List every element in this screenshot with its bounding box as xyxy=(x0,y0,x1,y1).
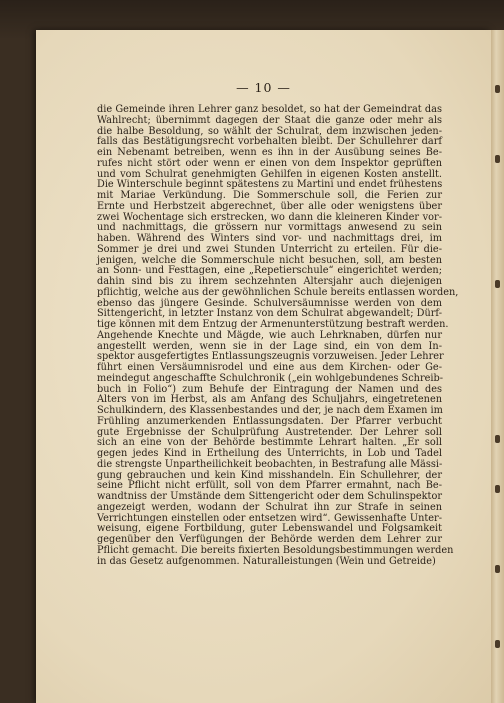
text-line: Verrichtungen einstellen oder entsetzen wird“. Gewissenhafte Unter- xyxy=(97,512,442,524)
text-line: spektor ausgefertigtes Entlassungszeugnis vorzuweisen. Jeder Lehrer xyxy=(97,351,444,363)
text-line: seine Pflicht nicht erfüllt, soll von dem Pfarrer ermahnt, nach Be- xyxy=(97,480,442,492)
edge-ink-mark xyxy=(495,280,500,288)
text-line: die strengste Unpartheilichkeit beobachten, in Bestrafung alle Mässi- xyxy=(97,458,443,470)
text-line: falls das Bestätigungsrecht vorbehalten bleibt. Der Schullehrer darf xyxy=(97,136,442,148)
text-line: an Sonn- und Festtagen, eine „Repetierschule“ eingerichtet werden; xyxy=(97,265,442,277)
text-line: Sittengericht, in letzter Instanz von dem Schulrat abgewandelt; Dürf- xyxy=(97,308,442,320)
text-line: führt einen Versäumnisrodel und eine aus dem Kirchen- oder Ge- xyxy=(97,362,442,373)
text-line: Alters von im Herbst, als am Anfang des Schuljahrs, eingetretenen xyxy=(97,394,442,406)
text-line: wandtniss der Umstände dem Sittengericht oder dem Schulinspektor xyxy=(97,491,442,502)
text-line: gegen jedes Kind in Ertheilung des Unterrichts, in Lob und Tadel xyxy=(97,448,442,459)
edge-ink-mark xyxy=(495,640,500,648)
text-line: gung gebrauchen und kein Kind misshandeln. Ein Schullehrer, der xyxy=(97,469,442,481)
page-number: — 10 — xyxy=(236,80,291,95)
text-line: Ernte und Herbstzeit abgerechnet, über alle oder wenigstens über xyxy=(97,200,442,212)
text-line: tige können mit dem Entzug der Armenunterstützung bestraft werden. xyxy=(97,319,449,330)
text-line: sich an eine von der Behörde bestimmte Lehrart halten. „Er soll xyxy=(97,437,442,449)
text-line: zwei Wochentage sich erstrecken, wo dann die kleineren Kinder vor- xyxy=(97,211,442,223)
text-line: Frühling anzumerkenden Entlassungsdaten. Der Pfarrer verbucht xyxy=(97,415,442,427)
text-line: meindegut angeschaffte Schulchronik („ein wohlgebundenes Schreib- xyxy=(97,372,444,384)
edge-ink-mark xyxy=(495,155,500,163)
text-line: pflichtig, welche aus der gewöhnlichen Schule bereits entlassen worden, xyxy=(97,286,459,298)
text-line: gegenüber den Verfügungen der Behörde werden dem Lehrer zur xyxy=(97,534,442,545)
edge-ink-mark xyxy=(495,85,500,93)
text-line: angestellt werden, wenn sie in der Lage sind, ein von dem In- xyxy=(97,340,442,352)
text-line: Wahlrecht; übernimmt dagegen der Staat die ganze oder mehr als xyxy=(97,114,442,126)
book-page xyxy=(36,30,491,703)
text-line: Angehende Knechte und Mägde, wie auch Lehrknaben, dürfen nur xyxy=(97,329,442,341)
text-line: Pflicht gemacht. Die bereits fixierten Besoldungsbestimmungen werden xyxy=(97,544,454,556)
text-line: weisung, eigene Fortbildung, guter Lebenswandel und Folgsamkeit xyxy=(97,523,442,535)
text-line: angezeigt werden, wodann der Schulrat ihn zur Strafe in seinen xyxy=(97,501,442,513)
text-line: rufes nicht stört oder wenn er einen von dem Inspektor geprüften xyxy=(97,157,442,169)
text-line: haben. Während des Winters sind vor- und nachmittags drei, im xyxy=(97,233,442,244)
text-line: in das Gesetz aufgenommen. Naturalleistungen (Wein und Getreide) xyxy=(97,555,436,567)
text-line: jenigen, welche die Sommerschule nicht besuchen, soll, am besten xyxy=(97,254,442,266)
next-page-edge xyxy=(491,30,504,703)
text-line: Die Winterschule beginnt spätestens zu Martini und endet frühestens xyxy=(97,179,443,191)
edge-ink-mark xyxy=(495,435,500,443)
body-text xyxy=(97,104,459,567)
text-line: dahin sind bis zu ihrem sechzehnten Altersjahr auch diejenigen xyxy=(97,276,442,287)
text-line: ein Nebenamt betreiben, wenn es ihn in der Ausübung seines Be- xyxy=(97,147,442,158)
text-line: ebenso das jüngere Gesinde. Schulversäumnisse werden von dem xyxy=(97,297,442,309)
text-line: Sommer je drei und zwei Stunden Unterricht zu erteilen. Für die- xyxy=(97,243,442,255)
edge-ink-mark xyxy=(495,485,500,493)
text-line: Schulkindern, des Klassenbestandes und der, je nach dem Examen im xyxy=(97,405,443,416)
text-line: mit Mariae Verkündung. Die Sommerschule soll, die Ferien zur xyxy=(97,190,442,201)
text-line: und vom Schulrat genehmigten Gehilfen in eigenen Kosten anstellt. xyxy=(97,168,442,180)
text-line: die Gemeinde ihren Lehrer ganz besoldet, so hat der Gemeindrat das xyxy=(97,104,442,115)
edge-ink-mark xyxy=(495,565,500,573)
text-line: und nachmittags, die grössern nur vormittags anwesend zu sein xyxy=(97,222,442,234)
text-line: die halbe Besoldung, so wählt der Schulrat, dem inzwischen jeden- xyxy=(97,125,442,137)
text-line: buch in Folio“) zum Behufe der Eintragung der Namen und des xyxy=(97,383,442,395)
text-line: gute Ergebnisse der Schulprüfung Austretender. Der Lehrer soll xyxy=(97,426,442,438)
